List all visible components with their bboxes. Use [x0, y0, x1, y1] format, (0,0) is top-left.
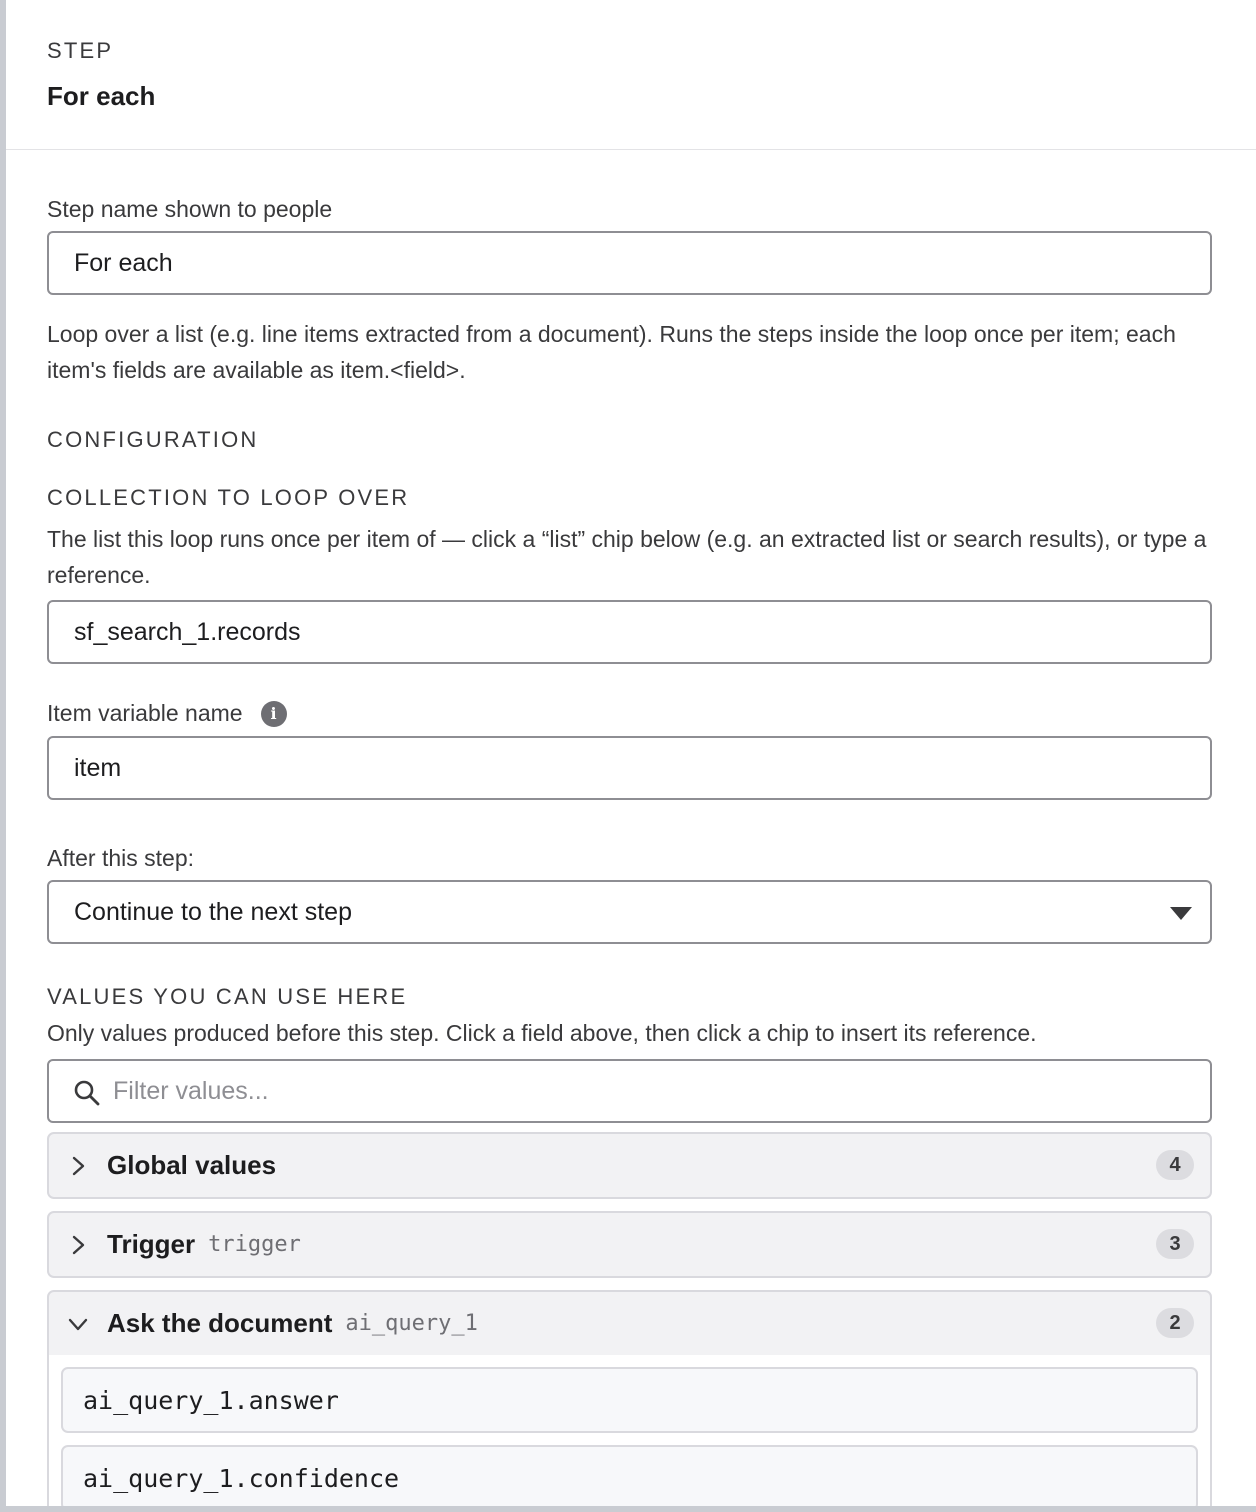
value-chip[interactable]: ai_query_1.confidence: [61, 1445, 1198, 1506]
group-count-badge: 4: [1156, 1150, 1194, 1180]
group-title: Global values: [107, 1150, 277, 1180]
group-header[interactable]: [49, 1134, 1210, 1197]
values-heading: VALUES YOU CAN USE HERE: [47, 984, 408, 1009]
item-variable-input[interactable]: item: [47, 736, 1212, 800]
item-variable-label: Item variable name: [47, 700, 243, 726]
step-name-label: Step name shown to people: [47, 196, 333, 222]
chevron-right-icon: [67, 1155, 89, 1177]
group-header[interactable]: [49, 1213, 1210, 1276]
value-chip[interactable]: ai_query_1.answer: [61, 1367, 1198, 1433]
group-header[interactable]: [49, 1292, 1210, 1355]
group-items: [49, 1355, 1210, 1506]
collection-help: The list this loop runs once per item of — click a “list” chip below (e.g. an extracted list or search results), or type a reference.: [47, 526, 1207, 588]
configuration-heading: CONFIGURATION: [47, 427, 259, 452]
group-title: Trigger: [107, 1229, 196, 1259]
collection-heading: COLLECTION TO LOOP OVER: [47, 485, 410, 510]
group-count-badge: 2: [1156, 1308, 1194, 1338]
group-count-badge: 3: [1156, 1229, 1194, 1259]
header-title: For each: [47, 81, 156, 111]
step-config-panel: [6, 0, 1256, 1506]
after-step-selected: Continue to the next step: [74, 897, 352, 926]
group-id: trigger: [208, 1232, 301, 1257]
filter-values-placeholder: Filter values...: [113, 1076, 269, 1105]
panel-header: [6, 0, 1256, 150]
chevron-right-icon: [67, 1234, 89, 1256]
step-description: Loop over a list (e.g. line items extracted from a document). Runs the steps inside the loop once per item; each item's fields are available as item.<field>.: [47, 321, 1176, 383]
search-icon: [73, 1079, 101, 1107]
collection-input[interactable]: sf_search_1.records: [47, 600, 1212, 664]
after-step-label: After this step:: [47, 845, 195, 871]
values-group-global[interactable]: [47, 1132, 1212, 1199]
info-icon[interactable]: i: [261, 701, 287, 727]
values-help: Only values produced before this step. Click a field above, then click a chip to insert its reference.: [47, 1020, 1037, 1046]
item-variable-label-row: [47, 700, 287, 727]
values-group-trigger[interactable]: [47, 1211, 1212, 1278]
values-group-ask-document[interactable]: [47, 1290, 1212, 1506]
chevron-down-icon: [67, 1313, 89, 1335]
after-step-select[interactable]: [47, 880, 1212, 944]
step-name-input[interactable]: For each: [47, 231, 1212, 295]
caret-down-icon: [1170, 907, 1192, 920]
header-eyebrow: STEP: [47, 38, 114, 63]
filter-values-input[interactable]: [47, 1059, 1212, 1123]
group-title: Ask the document: [107, 1308, 333, 1338]
group-id: ai_query_1: [345, 1311, 478, 1336]
